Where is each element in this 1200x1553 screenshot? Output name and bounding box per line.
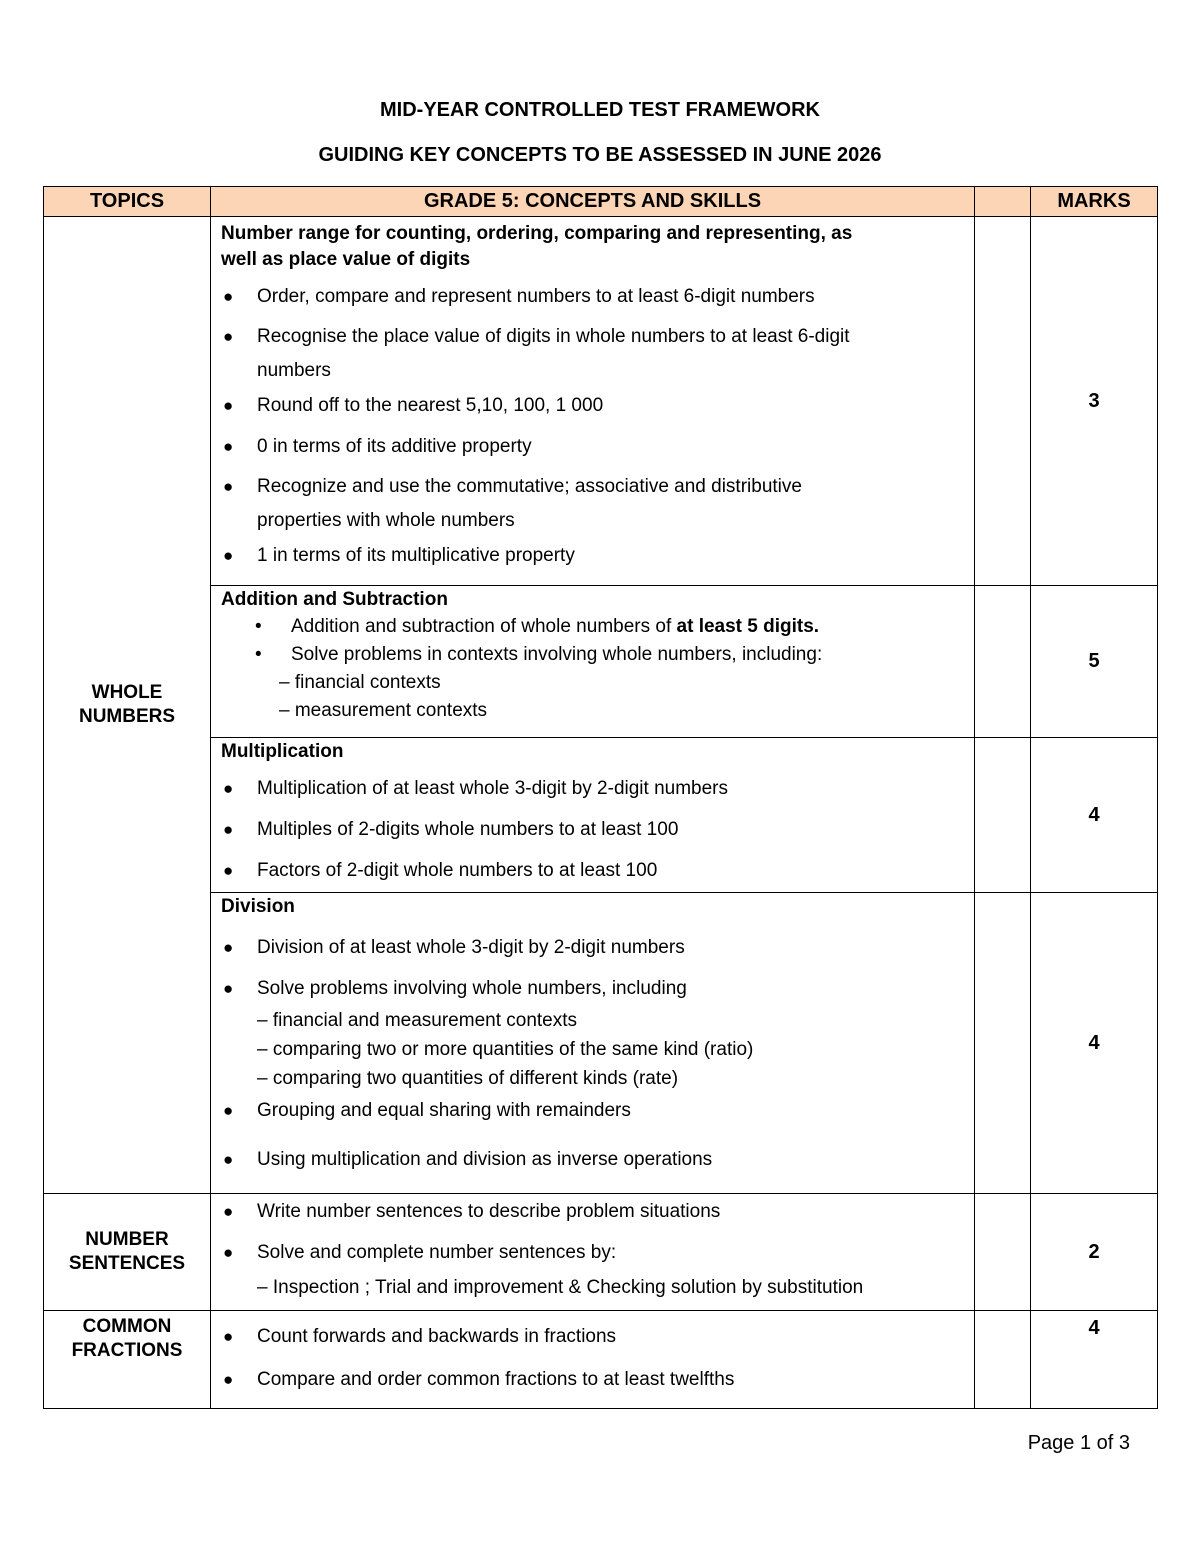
section-addition-subtraction: [211, 586, 975, 738]
section-number-sentences: [211, 1194, 975, 1311]
list-item: ● Solve problems involving whole numbers, including: [221, 971, 964, 1006]
framework-table: [43, 186, 1158, 1409]
list-item: • Addition and subtraction of whole numbers of at least 5 digits.: [221, 613, 964, 641]
list-item: ● 0 in terms of its additive property: [221, 429, 964, 464]
topic-common-fractions: COMMON FRACTIONS: [44, 1311, 211, 1409]
marks-cell: 4: [1031, 1311, 1158, 1409]
topic-whole-numbers: WHOLE NUMBERS: [44, 217, 211, 1194]
list-item: – comparing two quantities of different kinds (rate): [257, 1068, 679, 1089]
marks-cell: 4: [1031, 738, 1158, 893]
list-item: – financial contexts: [279, 672, 441, 693]
list-item: – financial and measurement contexts: [257, 1010, 578, 1031]
list-item: ● Order, compare and represent numbers to at least 6-digit numbers: [221, 279, 964, 314]
section-heading: Division: [221, 896, 295, 917]
header-marks: MARKS: [1031, 187, 1158, 217]
list-item: ● Round off to the nearest 5,10, 100, 1 000: [221, 388, 964, 423]
list-item: ● Multiples of 2-digits whole numbers to at least 100: [221, 812, 964, 847]
table-row: [44, 738, 1158, 893]
header-blank: [975, 187, 1031, 217]
section-heading: Multiplication: [221, 741, 344, 762]
list-item: – Inspection ; Trial and improvement & Checking solution by substitution: [257, 1277, 864, 1298]
marks-cell: 3: [1031, 217, 1158, 586]
table-row: [44, 217, 1158, 586]
topic-number-sentences: NUMBER SENTENCES: [44, 1194, 211, 1311]
table-row: [44, 1194, 1158, 1311]
section-division: [211, 893, 975, 1194]
document-title: MID-YEAR CONTROLLED TEST FRAMEWORK: [380, 99, 820, 121]
section-number-range: Number range for counting, ordering, comparing and representing, as well as place value of digits ● Order, compare and represent numbers to at least 6-digit numbers ● Recognise the place value of digits in whole numbers to at least 6-digit numbers ● Round off to the nearest 5,10, 100, 1 000 ● 0 in terms of its additive property ● Recognize and use the commutative; associative and distributive properties with whole numbers ● 1 in terms of its multiplicative property: [211, 217, 975, 586]
section-heading: Addition and Subtraction: [221, 589, 448, 610]
list-item: ● Division of at least whole 3-digit by 2-digit numbers: [221, 930, 964, 965]
blank-cell: [975, 893, 1031, 1194]
list-item: ● Write number sentences to describe problem situations: [221, 1194, 964, 1229]
list-item: ● Factors of 2-digit whole numbers to at least 100: [221, 853, 964, 888]
table-row: [44, 893, 1158, 1194]
list-item: ● Multiplication of at least whole 3-digit by 2-digit numbers: [221, 771, 964, 806]
list-item: ● Compare and order common fractions to at least twelfths: [221, 1362, 964, 1397]
marks-cell: 4: [1031, 893, 1158, 1194]
table-row: [44, 586, 1158, 738]
list-item: – measurement contexts: [279, 700, 488, 721]
section-heading: Number range for counting, ordering, comparing and representing, as: [221, 223, 853, 244]
header-topics: TOPICS: [44, 187, 211, 217]
marks-cell: 2: [1031, 1194, 1158, 1311]
list-item: ● Recognise the place value of digits in whole numbers to at least 6-digit: [221, 320, 964, 354]
section-common-fractions: [211, 1311, 975, 1409]
blank-cell: [975, 217, 1031, 586]
list-item: ● Count forwards and backwards in fractions: [221, 1319, 964, 1354]
table-header-row: [44, 187, 1158, 217]
section-multiplication: [211, 738, 975, 893]
list-item: – comparing two or more quantities of the same kind (ratio): [257, 1039, 754, 1060]
header-concepts: GRADE 5: CONCEPTS AND SKILLS: [211, 187, 975, 217]
page-number: Page 1 of 3: [1027, 1432, 1130, 1454]
blank-cell: [975, 1194, 1031, 1311]
blank-cell: [975, 738, 1031, 893]
list-item: • Solve problems in contexts involving whole numbers, including:: [221, 641, 964, 669]
blank-cell: [975, 586, 1031, 738]
list-item: ● Grouping and equal sharing with remainders: [221, 1093, 964, 1128]
document-subtitle: GUIDING KEY CONCEPTS TO BE ASSESSED IN JUNE 2026: [318, 144, 882, 166]
blank-cell: [975, 1311, 1031, 1409]
list-item: ● Recognize and use the commutative; associative and distributive: [221, 470, 964, 504]
marks-cell: 5: [1031, 586, 1158, 738]
list-item: ● Solve and complete number sentences by:: [221, 1235, 964, 1270]
list-item: ● Using multiplication and division as inverse operations: [221, 1142, 964, 1177]
table-row: [44, 1311, 1158, 1409]
list-item: ● 1 in terms of its multiplicative property: [221, 538, 964, 573]
